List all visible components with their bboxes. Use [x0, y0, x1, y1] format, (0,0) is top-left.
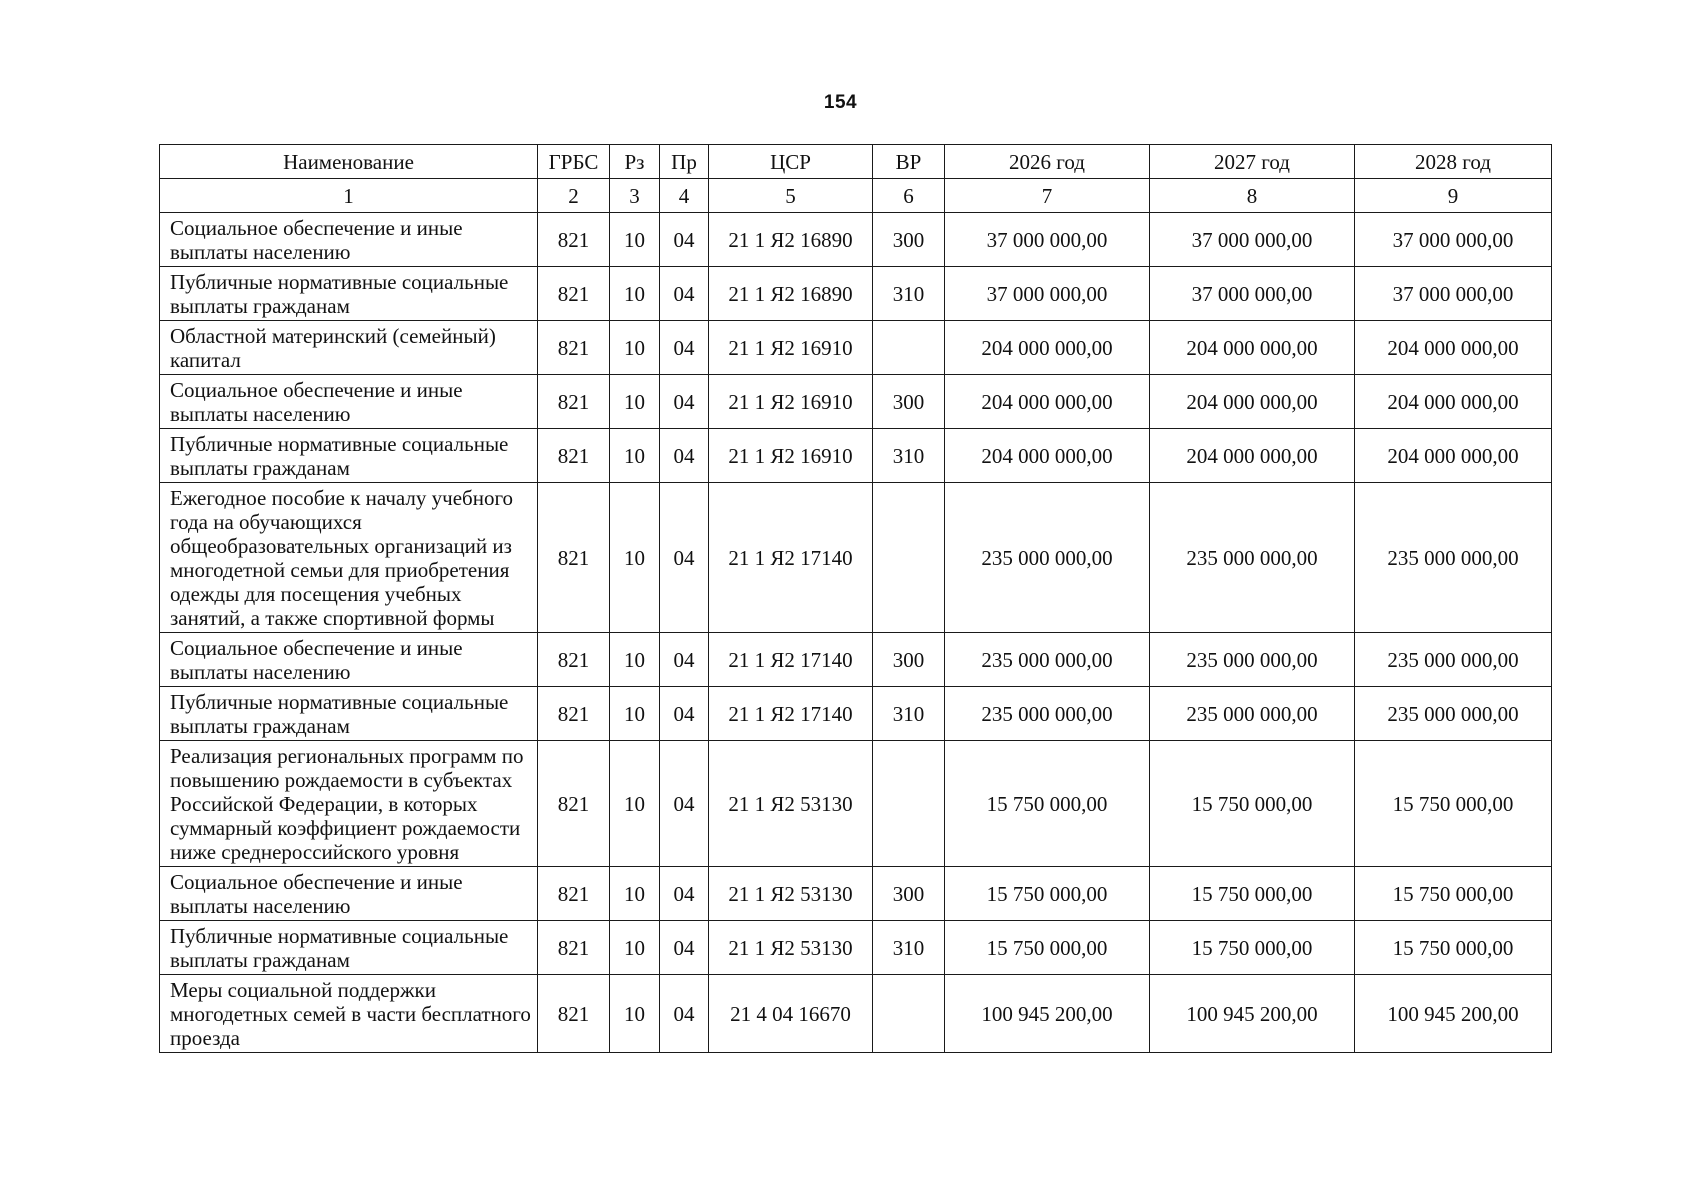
column-number: 8	[1150, 179, 1355, 213]
cell-pr: 04	[660, 213, 709, 267]
cell-name: Социальное обеспечение и иные выплаты населению	[160, 867, 538, 921]
header-vr: ВР	[873, 145, 945, 179]
cell-csr: 21 1 Я2 17140	[709, 687, 873, 741]
table-row	[160, 375, 1552, 429]
cell-rz: 10	[610, 921, 660, 975]
cell-2026: 235 000 000,00	[945, 483, 1150, 633]
header-2028: 2028 год	[1355, 145, 1552, 179]
cell-2027: 15 750 000,00	[1150, 867, 1355, 921]
cell-csr: 21 1 Я2 16910	[709, 321, 873, 375]
cell-2028: 204 000 000,00	[1355, 321, 1552, 375]
table-row	[160, 741, 1552, 867]
cell-rz: 10	[610, 633, 660, 687]
table-row	[160, 633, 1552, 687]
cell-grbs: 821	[538, 321, 610, 375]
header-2026: 2026 год	[945, 145, 1150, 179]
cell-2028: 15 750 000,00	[1355, 921, 1552, 975]
cell-csr: 21 1 Я2 17140	[709, 633, 873, 687]
cell-name: Меры социальной поддержки многодетных семей в части бесплатного проезда	[160, 975, 538, 1053]
cell-2026: 15 750 000,00	[945, 867, 1150, 921]
table-row	[160, 213, 1552, 267]
cell-pr: 04	[660, 321, 709, 375]
cell-rz: 10	[610, 687, 660, 741]
cell-2026: 15 750 000,00	[945, 921, 1150, 975]
cell-rz: 10	[610, 867, 660, 921]
cell-2026: 37 000 000,00	[945, 267, 1150, 321]
column-number: 1	[160, 179, 538, 213]
cell-grbs: 821	[538, 213, 610, 267]
cell-name: Социальное обеспечение и иные выплаты населению	[160, 213, 538, 267]
cell-vr: 300	[873, 867, 945, 921]
header-csr: ЦСР	[709, 145, 873, 179]
column-number: 9	[1355, 179, 1552, 213]
table-row	[160, 483, 1552, 633]
cell-2028: 100 945 200,00	[1355, 975, 1552, 1053]
header-2027: 2027 год	[1150, 145, 1355, 179]
cell-name: Социальное обеспечение и иные выплаты населению	[160, 375, 538, 429]
cell-grbs: 821	[538, 429, 610, 483]
cell-2026: 100 945 200,00	[945, 975, 1150, 1053]
table-row	[160, 321, 1552, 375]
cell-pr: 04	[660, 429, 709, 483]
cell-2026: 204 000 000,00	[945, 321, 1150, 375]
table-row	[160, 975, 1552, 1053]
cell-2026: 37 000 000,00	[945, 213, 1150, 267]
cell-2028: 204 000 000,00	[1355, 375, 1552, 429]
cell-vr	[873, 483, 945, 633]
table-row	[160, 687, 1552, 741]
cell-2028: 204 000 000,00	[1355, 429, 1552, 483]
cell-name: Публичные нормативные социальные выплаты гражданам	[160, 267, 538, 321]
cell-pr: 04	[660, 633, 709, 687]
cell-csr: 21 1 Я2 53130	[709, 867, 873, 921]
column-number-row	[160, 179, 1552, 213]
cell-name: Реализация региональных программ по повышению рождаемости в субъектах Российской Федерации, в которых суммарный коэффициент рождаемости ниже среднероссийского уровня	[160, 741, 538, 867]
cell-grbs: 821	[538, 375, 610, 429]
cell-grbs: 821	[538, 867, 610, 921]
header-pr: Пр	[660, 145, 709, 179]
cell-2028: 15 750 000,00	[1355, 867, 1552, 921]
cell-2027: 15 750 000,00	[1150, 921, 1355, 975]
cell-pr: 04	[660, 267, 709, 321]
cell-vr: 300	[873, 633, 945, 687]
cell-csr: 21 1 Я2 16890	[709, 213, 873, 267]
header-grbs: ГРБС	[538, 145, 610, 179]
column-number: 3	[610, 179, 660, 213]
cell-vr	[873, 975, 945, 1053]
cell-name: Публичные нормативные социальные выплаты гражданам	[160, 687, 538, 741]
column-number: 7	[945, 179, 1150, 213]
cell-pr: 04	[660, 741, 709, 867]
column-number: 2	[538, 179, 610, 213]
cell-2027: 204 000 000,00	[1150, 321, 1355, 375]
column-number: 5	[709, 179, 873, 213]
cell-csr: 21 1 Я2 16910	[709, 429, 873, 483]
cell-vr: 300	[873, 375, 945, 429]
cell-2027: 235 000 000,00	[1150, 483, 1355, 633]
cell-rz: 10	[610, 975, 660, 1053]
cell-vr	[873, 741, 945, 867]
table-row	[160, 267, 1552, 321]
cell-pr: 04	[660, 975, 709, 1053]
cell-vr: 310	[873, 687, 945, 741]
cell-grbs: 821	[538, 633, 610, 687]
cell-name: Публичные нормативные социальные выплаты гражданам	[160, 921, 538, 975]
cell-vr: 310	[873, 267, 945, 321]
cell-grbs: 821	[538, 267, 610, 321]
cell-2027: 204 000 000,00	[1150, 375, 1355, 429]
page-number: 154	[823, 92, 858, 113]
cell-2027: 235 000 000,00	[1150, 687, 1355, 741]
cell-pr: 04	[660, 687, 709, 741]
cell-grbs: 821	[538, 687, 610, 741]
cell-2028: 15 750 000,00	[1355, 741, 1552, 867]
cell-vr: 300	[873, 213, 945, 267]
cell-2026: 15 750 000,00	[945, 741, 1150, 867]
cell-name: Ежегодное пособие к началу учебного года на обучающихся общеобразовательных организаций из многодетной семьи для приобретения одежды для посещения учебных занятий, а также спортивной формы	[160, 483, 538, 633]
cell-2027: 204 000 000,00	[1150, 429, 1355, 483]
cell-2026: 235 000 000,00	[945, 633, 1150, 687]
cell-csr: 21 1 Я2 53130	[709, 741, 873, 867]
header-row	[160, 145, 1552, 179]
table-row	[160, 429, 1552, 483]
cell-grbs: 821	[538, 741, 610, 867]
cell-csr: 21 1 Я2 16910	[709, 375, 873, 429]
cell-grbs: 821	[538, 921, 610, 975]
cell-vr: 310	[873, 429, 945, 483]
cell-rz: 10	[610, 267, 660, 321]
cell-2027: 100 945 200,00	[1150, 975, 1355, 1053]
cell-2028: 235 000 000,00	[1355, 483, 1552, 633]
column-number: 6	[873, 179, 945, 213]
cell-2028: 37 000 000,00	[1355, 267, 1552, 321]
cell-name: Областной материнский (семейный) капитал	[160, 321, 538, 375]
cell-rz: 10	[610, 321, 660, 375]
cell-2028: 235 000 000,00	[1355, 633, 1552, 687]
cell-name: Публичные нормативные социальные выплаты гражданам	[160, 429, 538, 483]
cell-csr: 21 4 04 16670	[709, 975, 873, 1053]
header-rz: Рз	[610, 145, 660, 179]
column-number: 4	[660, 179, 709, 213]
cell-rz: 10	[610, 741, 660, 867]
cell-rz: 10	[610, 375, 660, 429]
cell-pr: 04	[660, 921, 709, 975]
cell-pr: 04	[660, 483, 709, 633]
table-row	[160, 921, 1552, 975]
cell-2026: 204 000 000,00	[945, 429, 1150, 483]
budget-table	[159, 144, 1552, 1053]
cell-name: Социальное обеспечение и иные выплаты населению	[160, 633, 538, 687]
cell-vr	[873, 321, 945, 375]
cell-pr: 04	[660, 867, 709, 921]
cell-2026: 235 000 000,00	[945, 687, 1150, 741]
cell-rz: 10	[610, 483, 660, 633]
table-row	[160, 867, 1552, 921]
cell-2028: 37 000 000,00	[1355, 213, 1552, 267]
cell-csr: 21 1 Я2 16890	[709, 267, 873, 321]
cell-grbs: 821	[538, 483, 610, 633]
cell-csr: 21 1 Я2 17140	[709, 483, 873, 633]
cell-vr: 310	[873, 921, 945, 975]
table-header	[160, 145, 1552, 213]
cell-2027: 235 000 000,00	[1150, 633, 1355, 687]
table-body	[160, 213, 1552, 1053]
cell-rz: 10	[610, 213, 660, 267]
cell-csr: 21 1 Я2 53130	[709, 921, 873, 975]
header-name: Наименование	[160, 145, 538, 179]
cell-2027: 37 000 000,00	[1150, 213, 1355, 267]
cell-2027: 37 000 000,00	[1150, 267, 1355, 321]
cell-rz: 10	[610, 429, 660, 483]
cell-pr: 04	[660, 375, 709, 429]
cell-grbs: 821	[538, 975, 610, 1053]
cell-2026: 204 000 000,00	[945, 375, 1150, 429]
cell-2028: 235 000 000,00	[1355, 687, 1552, 741]
cell-2027: 15 750 000,00	[1150, 741, 1355, 867]
